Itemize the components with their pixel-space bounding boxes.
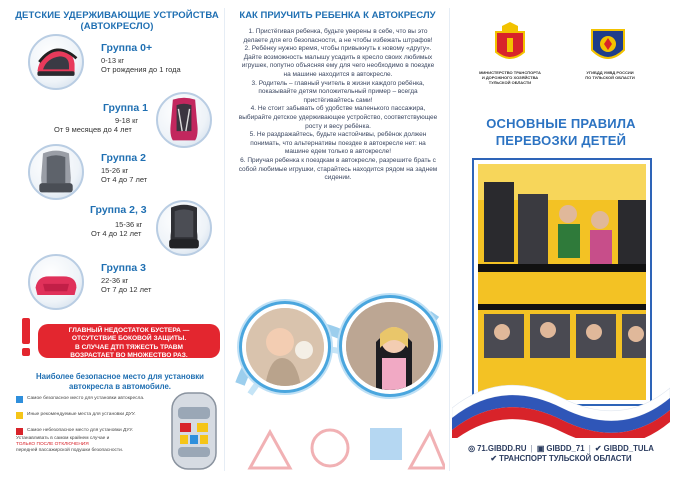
seat-group-1 [8,92,223,150]
tip-item: 3. Родитель – главный учитель в жизни каждого ребёнка, показывайте детям положительный пример – всегда пристёгивайтесь сами! [251,79,425,104]
panel-divider [449,8,450,471]
tip-item: 2. Ребёнку нужно время, чтобы привыкнуть к новому «другу». Дайте возможность малышу усадить в кресло своих любимых игрушек, попутно объясняя ему для чего необходимо в поездке на машине находится в автокресле. [241,45,435,78]
seat-group-2-photo [28,144,84,200]
panel-divider [224,8,225,471]
seat-group-0plus [8,34,223,92]
car-top-view-icon [168,391,220,471]
russian-flag-ribbon-decoration [452,368,670,438]
vk-icon: ✔ [594,444,602,453]
group-age: От 9 месяцев до 4 лет [54,125,132,134]
group-name: Группа 2 [101,152,146,164]
tula-region-emblem-icon [490,22,530,68]
booster-warning [8,316,223,362]
vk-icon: ✔ [490,454,497,463]
group-name: Группа 3 [101,262,146,274]
gibdd-emblem-icon [588,22,628,68]
instagram-link[interactable]: GIBDD_71 [546,444,585,453]
group-weight: 9-18 кг [115,116,139,125]
booster-cushion-icon [30,256,82,308]
safest-place-title: Наиболее безопасное место для установки автокресла в автомобиле. [36,372,204,391]
right-panel [452,8,670,473]
brochure-title: ОСНОВНЫЕ ПРАВИЛА ПЕРЕВОЗКИ ДЕТЕЙ [486,116,636,148]
legend-swatch-blue [16,396,23,403]
group-name: Группа 0+ [101,42,153,54]
convertible-seat-icon [158,94,210,146]
seat-group-2-3 [8,200,223,258]
tip-item: 4. Не стоит забывать об удобстве маленького пассажира, выбирайте детское удерживающее устройство, соответствующее росту и весу ребёнка. [238,105,438,130]
group-name: Группа 1 [103,102,148,114]
infant-carrier-icon [30,36,82,88]
ministry-caption: МИНИСТЕРСТВО ТРАНСПОРТА И ДОРОЖНОГО ХОЗЯЙСТВА ТУЛЬСКОЙ ОБЛАСТИ [479,70,541,85]
tip-item: 6. Приучая ребенка к поездкам в автокресле, разрешите брать с собой любимые игрушки, старайтесь находится рядом на заднем сидении. [238,156,438,182]
seat-group-2 [8,144,223,202]
group-weight: 15-36 кг [115,220,143,229]
exclamation-icon [18,318,34,356]
group-weight: 0-13 кг [101,56,125,65]
booster-backrest-icon [158,202,210,254]
seat-group-3-photo [28,254,84,310]
vk-group-link[interactable]: ТРАНСПОРТ ТУЛЬСКОЙ ОБЛАСТИ [499,454,632,463]
group-age: От 4 до 12 лет [91,229,142,238]
globe-icon: ◎ [468,444,475,453]
group-age: От 4 до 7 лет [101,175,148,184]
tip-item: 1. Пристёгивая ребенка, будьте уверены в себе, что вы это делаете для его безопасности, а не чтобы избежать штрафов! [243,28,433,44]
group-age: От 7 до 12 лет [101,285,152,294]
group-weight: 22-36 кг [101,276,129,285]
warning-text: ГЛАВНЫЙ НЕДОСТАТОК БУСТЕРА — ОТСУТСТВИЕ БОКОВОЙ ЗАЩИТЫ. В СЛУЧАЕ ДТП ТЯЖЕСТЬ ТРАВМ ВОЗРАСТАЕТ ВО МНОЖЕСТВО РАЗ. [68,327,190,360]
middle-panel [230,8,445,473]
group-weight: 15-26 кг [101,166,129,175]
seat-group-1-photo [156,92,212,148]
tips-list [238,28,438,183]
highback-booster-icon [30,146,82,198]
road-signs-background [230,398,445,476]
group-age: От рождения до 1 года [101,65,181,74]
group-name: Группа 2, 3 [90,204,147,216]
left-panel: ДЕТСКИЕ УДЕРЖИВАЮЩИЕ УСТРОЙСТВА (АВТОКРЕСЛО) Группа 0+ 0-13 кг От рождения до 1 года Группа 1 9-18 кг От 9 месяцев до 4 лет Группа 2 15-26 кг От 4 до 7 лет Группа 2, 3 15-36 кг От 4 до 12 лет Группа 3 22-36 кг От 7 до 12 лет ГЛАВНЫЙ НЕДОСТАТОК БУСТЕРА — ОТСУТСТВИЕ БОКОВОЙ ЗАЩИТЫ. В СЛУЧАЕ ДТП ТЯЖЕСТЬ ТРАВМ ВОЗРАСТАЕТ ВО МНОЖЕСТВО РАЗ. Наиболее безопасное место для установки автокресла в автомобиле. Самое безопасное место для установки автокресла. Иные рекомендуемые места для установки ДУУ. Самое небезопасное место для установки ДУУ. Устанавливать в самом крайнем случае и ТОЛЬКО ПОСЛЕ ОТКЛЮЧЕНИЯ передней пассажирской подушки безопасности. [8,8,223,473]
vk-link[interactable]: GIBDD_TULA [603,444,654,453]
instagram-icon: ▣ [536,444,545,453]
tip-item: 5. Не раздражайтесь, будьте настойчивы, ребёнок должен понимать, что альтернативы поездке в автокресле нет: на машине едем только в автокресле! [249,131,427,156]
infant-carrier-photo [28,34,84,90]
site-link[interactable]: 71.GIBDD.RU [477,444,527,453]
child-seats-title: ДЕТСКИЕ УДЕРЖИВАЮЩИЕ УСТРОЙСТВА (АВТОКРЕСЛО) [15,10,219,32]
baby-photo [242,304,328,390]
legend-swatch-yellow [16,412,23,419]
how-to-title: КАК ПРИУЧИТЬ РЕБЕНКА К АВТОКРЕСЛУ [239,10,436,21]
seat-group-2-3-photo [156,200,212,256]
gibdd-caption: УГИБДД УМВД РОССИИ ПО ТУЛЬСКОЙ ОБЛАСТИ [585,70,635,80]
seat-group-3 [8,254,223,312]
girl-photo [342,298,438,394]
contacts-block: ◎ 71.GIBDD.RU | ▣ GIBDD_71 | ✔ GIBDD_TULA ✔ ТРАНСПОРТ ТУЛЬСКОЙ ОБЛАСТИ [468,444,654,463]
legend-swatch-red [16,428,23,435]
